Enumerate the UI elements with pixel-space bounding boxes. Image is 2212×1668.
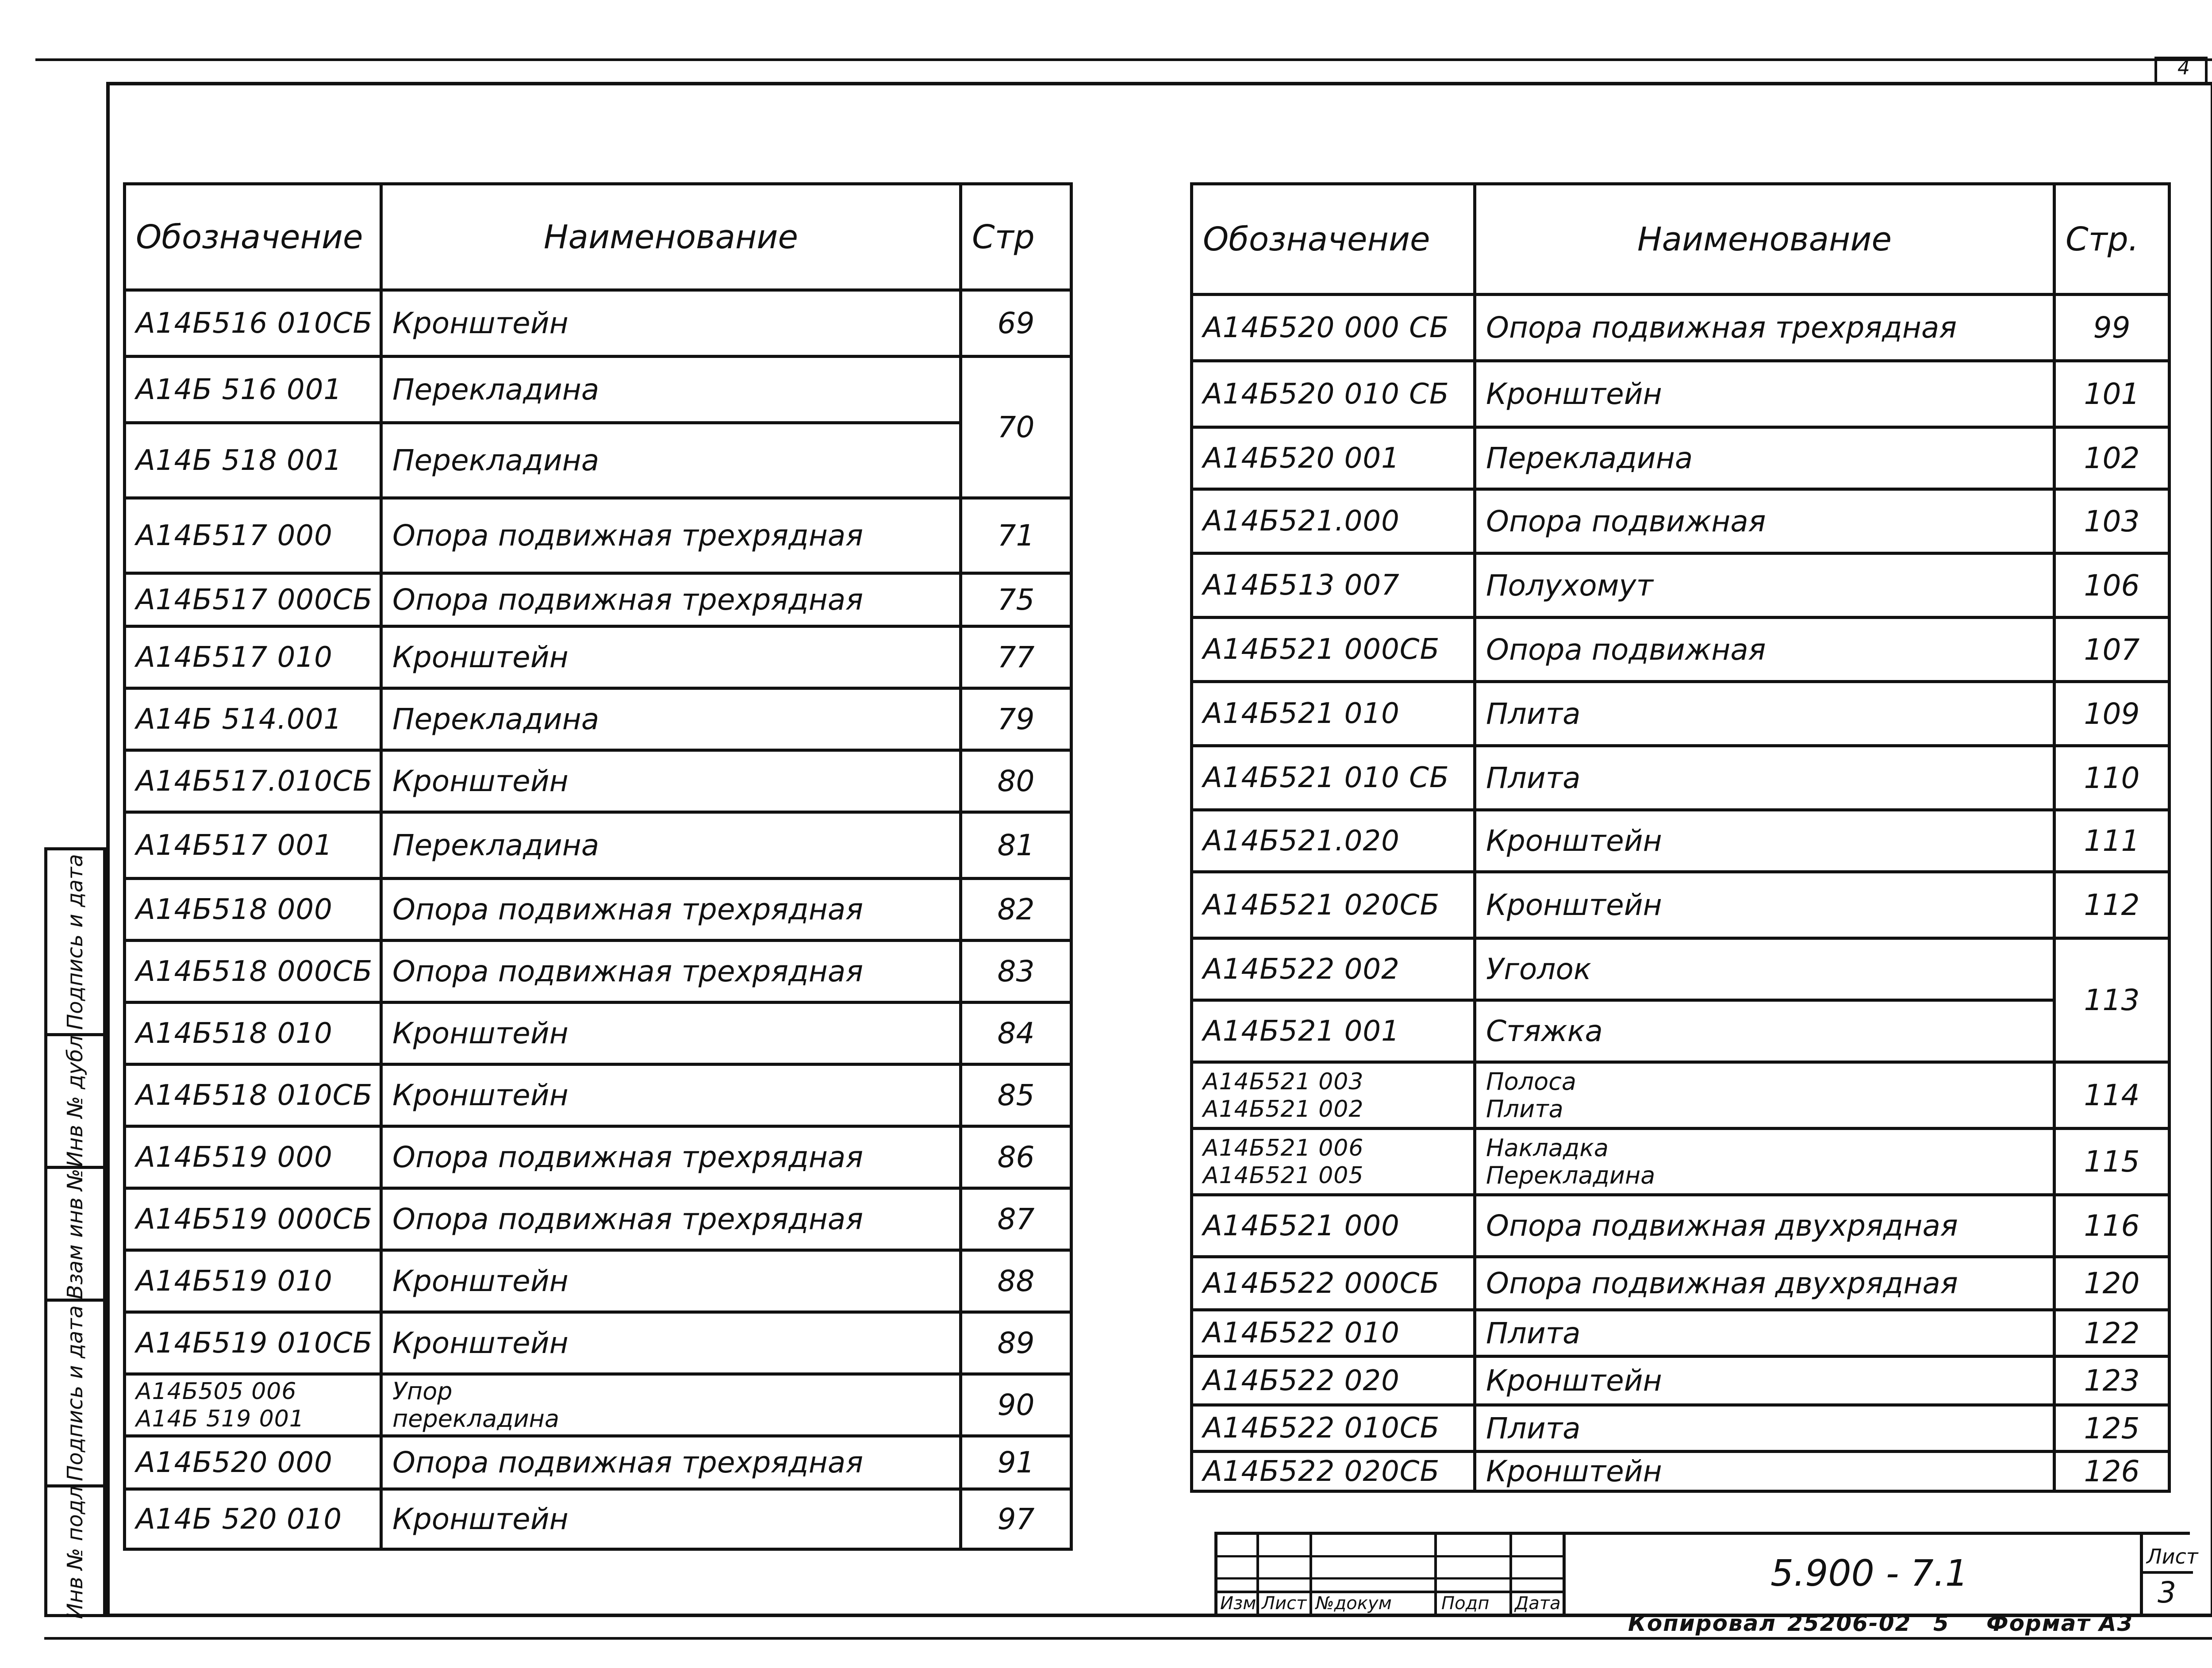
name-cell [1475, 427, 2055, 489]
name-text: Кронштейн [1486, 1454, 1662, 1488]
table-row [1192, 1257, 2170, 1310]
name-cell [1475, 1257, 2055, 1310]
revision-label: Подп [1441, 1593, 1490, 1614]
designation-text: А14Б521.020 [1203, 824, 1400, 857]
designation-text: А14Б519 010СБ [136, 1326, 373, 1360]
name-cell [381, 626, 961, 688]
name-text: Плита [1486, 1095, 1563, 1123]
table-row [1192, 295, 2170, 361]
name-cell [381, 1374, 961, 1436]
designation-cell [1192, 1129, 1475, 1195]
col-name-header: Наименование [1475, 184, 2055, 295]
designation-cell [1192, 682, 1475, 746]
page-cell: 81 [961, 812, 1071, 879]
name-text: Кронштейн [392, 1502, 568, 1536]
page-cell: 102 [2055, 427, 2170, 489]
designation-cell [1192, 1405, 1475, 1452]
page-cell: 120 [2055, 1257, 2170, 1310]
name-cell [381, 1126, 961, 1188]
name-text: Полоса [1486, 1067, 1576, 1095]
name-cell [381, 750, 961, 812]
table-row [125, 688, 1071, 750]
document-code: 5.900 - 7.1 [1770, 1553, 1968, 1595]
page-cell: 79 [961, 688, 1071, 750]
page-cell: 125 [2055, 1405, 2170, 1452]
page-cell: 86 [961, 1126, 1071, 1188]
sheet-label: Лист [2147, 1545, 2198, 1568]
name-cell [1475, 1357, 2055, 1405]
name-cell [1475, 361, 2055, 427]
page-cell: 126 [2055, 1452, 2170, 1491]
table-row [125, 1126, 1071, 1188]
designation-text: А14Б518 000СБ [136, 955, 373, 988]
page-cell: 91 [961, 1436, 1071, 1489]
designation-text: А14Б522 020СБ [1203, 1455, 1440, 1488]
designation-cell [1192, 1000, 1475, 1062]
name-text: Кронштейн [392, 1326, 568, 1360]
designation-cell [1192, 938, 1475, 1000]
name-cell [381, 1250, 961, 1312]
table-row [125, 1374, 1071, 1436]
table-row [125, 573, 1071, 626]
page-cell: 114 [2055, 1062, 2170, 1129]
designation-cell [1192, 1257, 1475, 1310]
name-text: Опора подвижная [1486, 504, 1766, 538]
sheet-corner-box [2154, 57, 2208, 85]
name-cell [1475, 872, 2055, 938]
table-row [125, 812, 1071, 879]
name-cell [381, 1436, 961, 1489]
designation-text: А14Б521 003 [1203, 1068, 1364, 1095]
designation-text: А14Б521.000 [1203, 505, 1400, 538]
side-stamp-cell [47, 1487, 103, 1617]
side-stamp-cell [47, 1036, 103, 1169]
designation-cell [1192, 553, 1475, 618]
table-row [1192, 746, 2170, 810]
name-text: Уголок [1486, 952, 1591, 986]
designation-text: А14Б 520 010 [136, 1503, 342, 1536]
revision-label: Изм [1220, 1593, 1256, 1614]
sheet-corner-number: 4 [2177, 57, 2190, 79]
designation-cell [1192, 361, 1475, 427]
page-cell: 113 [2055, 938, 2170, 1062]
table-row [125, 879, 1071, 941]
designation-text: А14Б521 010 [1203, 697, 1400, 730]
page-cell: 83 [961, 941, 1071, 1003]
name-cell [381, 498, 961, 573]
name-text: Опора подвижная трехрядная [392, 519, 864, 553]
designation-cell [125, 1374, 381, 1436]
name-text: Упор [392, 1377, 453, 1405]
designation-cell [1192, 1310, 1475, 1357]
page-cell: 84 [961, 1003, 1071, 1065]
name-text: Стяжка [1486, 1014, 1603, 1048]
name-text: Кронштейн [392, 1264, 568, 1298]
name-cell [381, 357, 961, 423]
page-cell: 103 [2055, 489, 2170, 553]
name-text: Перекладина [1486, 1161, 1655, 1189]
name-text: Опора подвижная трехрядная [1486, 311, 1957, 345]
left-spec-table [123, 182, 1073, 1551]
designation-text: А14Б522 010 [1203, 1317, 1400, 1349]
page-cell: 71 [961, 498, 1071, 573]
designation-text: А14Б521 002 [1203, 1095, 1364, 1122]
table-row [1192, 489, 2170, 553]
designation-text: А14Б521 020СБ [1203, 888, 1440, 922]
name-text: Опора подвижная двухрядная [1486, 1209, 1958, 1243]
table-row [1192, 553, 2170, 618]
name-text: Перекладина [392, 702, 599, 736]
designation-text: А14Б517 000СБ [136, 583, 373, 616]
name-cell [381, 812, 961, 879]
name-text: Накладка [1486, 1134, 1609, 1162]
table-row [1192, 810, 2170, 872]
name-text: Кронштейн [1486, 377, 1662, 411]
name-text: Кронштейн [1486, 1364, 1662, 1398]
name-cell [1475, 295, 2055, 361]
page-cell: 82 [961, 879, 1071, 941]
top-outer-line [35, 58, 2212, 61]
page-cell: 109 [2055, 682, 2170, 746]
page-cell: 80 [961, 750, 1071, 812]
designation-cell [125, 626, 381, 688]
designation-cell [1192, 295, 1475, 361]
name-cell [1475, 618, 2055, 682]
designation-text: А14Б521 000 [1203, 1209, 1400, 1242]
designation-text: А14Б519 000 [136, 1141, 333, 1174]
designation-cell [125, 290, 381, 357]
designation-text: А14Б517.010СБ [136, 765, 373, 798]
designation-cell [1192, 618, 1475, 682]
page-cell: 70 [961, 357, 1071, 498]
right-spec-table [1190, 182, 2171, 1493]
designation-cell [125, 941, 381, 1003]
name-text: Опора подвижная трехрядная [392, 1202, 864, 1236]
designation-text: А14Б518 010СБ [136, 1079, 373, 1112]
designation-cell [1192, 746, 1475, 810]
table-row [1192, 1062, 2170, 1129]
page-cell: 69 [961, 290, 1071, 357]
designation-text: А14Б520 010 СБ [1203, 377, 1449, 411]
page-cell: 77 [961, 626, 1071, 688]
name-cell [1475, 746, 2055, 810]
name-text: Перекладина [392, 373, 599, 407]
name-cell [1475, 553, 2055, 618]
designation-cell [125, 1188, 381, 1250]
designation-text: А14Б519 000СБ [136, 1203, 373, 1236]
page-cell: 123 [2055, 1357, 2170, 1405]
designation-text: А14Б517 001 [136, 829, 333, 862]
name-cell [381, 879, 961, 941]
designation-text: А14Б513 007 [1203, 569, 1400, 602]
page-cell: 106 [2055, 553, 2170, 618]
name-text: Перекладина [392, 443, 599, 477]
page-cell: 110 [2055, 746, 2170, 810]
side-stamp-label: Подпись и дата [63, 853, 88, 1030]
designation-cell [125, 573, 381, 626]
side-stamp-label: Взам инв № [63, 1168, 88, 1299]
table-row [125, 290, 1071, 357]
designation-cell [1192, 1357, 1475, 1405]
table-row [1192, 682, 2170, 746]
designation-text: А14Б518 010 [136, 1017, 333, 1050]
name-text: Опора подвижная трехрядная [392, 1140, 864, 1174]
name-cell [381, 1065, 961, 1126]
designation-cell [125, 879, 381, 941]
table-row [125, 357, 1071, 423]
revision-label: №докум [1316, 1593, 1392, 1614]
col-designation-header: Обозначение [125, 184, 381, 290]
designation-cell [125, 750, 381, 812]
page-cell: 97 [961, 1489, 1071, 1549]
page-cell: 122 [2055, 1310, 2170, 1357]
page-cell: 87 [961, 1188, 1071, 1250]
designation-text: А14Б517 000 [136, 519, 333, 552]
designation-cell [125, 357, 381, 423]
table-row [125, 1250, 1071, 1312]
name-cell [1475, 1129, 2055, 1195]
table-row [125, 1188, 1071, 1250]
designation-text: А14Б505 006 [136, 1378, 297, 1405]
name-text: Плита [1486, 1411, 1581, 1445]
designation-cell [125, 498, 381, 573]
table-row [1192, 1195, 2170, 1257]
name-text: Плита [1486, 696, 1581, 731]
side-stamp-label: Инв № дубл [63, 1035, 88, 1167]
designation-cell [1192, 489, 1475, 553]
name-cell [1475, 489, 2055, 553]
name-text: Кронштейн [392, 1016, 568, 1050]
designation-text: А14Б 519 001 [136, 1405, 304, 1432]
name-text: перекладина [392, 1404, 560, 1433]
designation-cell [125, 812, 381, 879]
table-row [1192, 938, 2170, 1000]
designation-cell [125, 1250, 381, 1312]
col-page-header: Стр [961, 184, 1071, 290]
designation-text: А14Б522 000СБ [1203, 1267, 1440, 1300]
designation-cell [1192, 872, 1475, 938]
page-cell: 88 [961, 1250, 1071, 1312]
name-cell [381, 941, 961, 1003]
name-text: Перекладина [1486, 441, 1693, 475]
designation-text: А14Б519 010 [136, 1264, 333, 1298]
page-cell: 111 [2055, 810, 2170, 872]
name-cell [1475, 1310, 2055, 1357]
table-row [125, 750, 1071, 812]
designation-cell [125, 1436, 381, 1489]
table-row [1192, 427, 2170, 489]
designation-text: А14Б 518 001 [136, 444, 342, 477]
page-cell: 107 [2055, 618, 2170, 682]
name-cell [1475, 1195, 2055, 1257]
designation-text: А14Б521 010 СБ [1203, 761, 1449, 794]
page-cell: 115 [2055, 1129, 2170, 1195]
table-row [1192, 1357, 2170, 1405]
side-stamp-cell [47, 850, 103, 1036]
designation-text: А14Б521 006 [1203, 1134, 1364, 1161]
designation-cell [1192, 1195, 1475, 1257]
footer-number: 25206-02 [1787, 1610, 1912, 1636]
title-block [1214, 1532, 2198, 1617]
name-cell [381, 1489, 961, 1549]
footer-copied-label: Копировал [1628, 1610, 1776, 1636]
footer-format: Формат А3 [1986, 1610, 2134, 1636]
designation-text: А14Б 516 001 [136, 373, 342, 406]
table-row [125, 1489, 1071, 1549]
name-cell [1475, 1452, 2055, 1491]
revision-label: Лист [1262, 1593, 1307, 1614]
designation-text: А14Б522 020 [1203, 1364, 1400, 1397]
name-cell [381, 423, 961, 498]
designation-cell [125, 1065, 381, 1126]
designation-cell [1192, 810, 1475, 872]
designation-text: А14Б521 005 [1203, 1162, 1364, 1189]
name-cell [381, 1188, 961, 1250]
table-row [125, 1312, 1071, 1374]
side-stamp-label: Инв № подл [63, 1486, 88, 1619]
page-cell: 89 [961, 1312, 1071, 1374]
table-row [125, 423, 1071, 498]
name-text: Кронштейн [392, 1078, 568, 1112]
name-text: Опора подвижная трехрядная [392, 892, 864, 926]
name-cell [381, 688, 961, 750]
designation-cell [125, 1489, 381, 1549]
page-cell: 112 [2055, 872, 2170, 938]
table-row [1192, 1310, 2170, 1357]
name-text: Опора подвижная двухрядная [1486, 1266, 1958, 1300]
page-cell: 116 [2055, 1195, 2170, 1257]
name-text: Опора подвижная трехрядная [392, 583, 864, 617]
col-designation-header: Обозначение [1192, 184, 1475, 295]
page-cell: 101 [2055, 361, 2170, 427]
name-cell [381, 1312, 961, 1374]
name-cell [381, 1003, 961, 1065]
table-row [125, 1436, 1071, 1489]
side-stamp-label: Подпись и дата [63, 1305, 88, 1481]
side-stamp [44, 847, 106, 1617]
name-cell [381, 573, 961, 626]
table-row [1192, 361, 2170, 427]
revision-label: Дата [1515, 1593, 1561, 1614]
designation-cell [125, 1312, 381, 1374]
designation-cell [1192, 1452, 1475, 1491]
table-row [125, 1065, 1071, 1126]
designation-text: А14Б516 010СБ [136, 307, 373, 340]
name-cell [1475, 1405, 2055, 1452]
name-text: Кронштейн [392, 764, 568, 798]
name-text: Полухомут [1486, 568, 1653, 603]
name-text: Кронштейн [1486, 824, 1662, 858]
table-row [1192, 1452, 2170, 1491]
designation-text: А14Б520 000 СБ [1203, 311, 1449, 344]
designation-text: А14Б 514.001 [136, 703, 342, 736]
designation-text: А14Б521 001 [1203, 1015, 1400, 1048]
name-cell [1475, 1062, 2055, 1129]
designation-cell [125, 1003, 381, 1065]
bottom-outer-line [44, 1637, 2212, 1640]
designation-text: А14Б522 010СБ [1203, 1412, 1440, 1445]
name-text: Плита [1486, 1316, 1581, 1350]
side-stamp-cell [47, 1302, 103, 1487]
designation-cell [125, 688, 381, 750]
col-name-header: Наименование [381, 184, 961, 290]
page-cell: 75 [961, 573, 1071, 626]
designation-cell [1192, 1062, 1475, 1129]
name-text: Кронштейн [392, 306, 568, 340]
table-row [1192, 618, 2170, 682]
designation-text: А14Б517 010 [136, 641, 333, 674]
name-text: Опора подвижная трехрядная [392, 954, 864, 988]
name-cell [381, 290, 961, 357]
sheet-number: 3 [2158, 1576, 2176, 1610]
col-page-header: Стр. [2055, 184, 2170, 295]
designation-text: А14Б520 000 [136, 1446, 333, 1479]
side-stamp-cell [47, 1169, 103, 1302]
name-text: Опора подвижная [1486, 632, 1766, 667]
footer-count: 5 [1933, 1610, 1950, 1636]
page-cell: 99 [2055, 295, 2170, 361]
name-text: Опора подвижная трехрядная [392, 1445, 864, 1480]
designation-cell [125, 423, 381, 498]
table-row [125, 498, 1071, 573]
table-row [1192, 1405, 2170, 1452]
designation-text: А14Б518 000 [136, 893, 333, 926]
table-row [125, 941, 1071, 1003]
name-text: Кронштейн [1486, 888, 1662, 922]
name-cell [1475, 938, 2055, 1000]
designation-text: А14Б521 000СБ [1203, 633, 1440, 666]
name-text: Кронштейн [392, 640, 568, 674]
designation-cell [1192, 427, 1475, 489]
page-cell: 90 [961, 1374, 1071, 1436]
name-text: Перекладина [392, 828, 599, 862]
table-row [125, 1003, 1071, 1065]
name-cell [1475, 810, 2055, 872]
name-cell [1475, 1000, 2055, 1062]
page-cell: 85 [961, 1065, 1071, 1126]
name-text: Плита [1486, 761, 1581, 795]
table-row [1192, 872, 2170, 938]
designation-text: А14Б520 001 [1203, 442, 1400, 475]
designation-cell [125, 1126, 381, 1188]
designation-text: А14Б522 002 [1203, 953, 1400, 986]
table-row [1192, 1000, 2170, 1062]
name-cell [1475, 682, 2055, 746]
table-row [125, 626, 1071, 688]
table-row [1192, 1129, 2170, 1195]
